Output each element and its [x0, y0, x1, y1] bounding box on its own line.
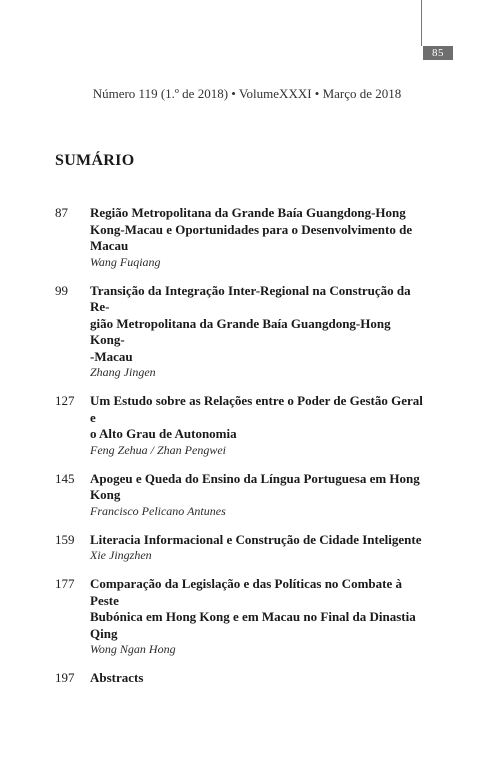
- toc-entry-title-line: Um Estudo sobre as Relações entre o Poder de Gestão Geral e: [90, 393, 423, 425]
- toc-entry-author: Francisco Pelicano Antunes: [90, 503, 226, 518]
- toc-entry-title: [90, 283, 425, 366]
- toc-entry-body: [90, 670, 425, 687]
- toc-entry-body: [90, 283, 425, 381]
- toc-entry-page: 145: [55, 470, 75, 486]
- toc-entry-title-line: Qing: [90, 625, 118, 641]
- toc-entry-title: [90, 393, 425, 443]
- toc-entry-page: 159: [55, 531, 75, 547]
- toc-entry-title: [90, 532, 425, 549]
- toc-entry-page: 99: [55, 282, 68, 298]
- toc-entry[interactable]: [55, 205, 425, 270]
- toc-entry[interactable]: [55, 393, 425, 458]
- toc-entry[interactable]: [55, 532, 425, 564]
- toc-entry-author: Xie Jingzhen: [90, 548, 152, 562]
- toc-entry-page: 127: [55, 393, 75, 408]
- toc-entry-title: [90, 205, 425, 255]
- toc-entry-title: [90, 670, 425, 687]
- toc-entry-title: [90, 471, 425, 504]
- toc-entry-author: Feng Zehua / Zhan Pengwei: [90, 442, 226, 457]
- table-of-contents: [55, 205, 425, 700]
- toc-entry-title-line: -Macau: [90, 348, 133, 364]
- toc-entry-author: Wong Ngan Hong: [90, 642, 176, 656]
- toc-entry-title-line: Literacia Informacional e Construção de Cidade Inteligente: [90, 531, 422, 547]
- toc-entry-title-line: Bubónica em Hong Kong e em Macau no Final da Dinastia: [90, 609, 416, 624]
- toc-entry-page: 197: [55, 670, 75, 685]
- page-number-tab: 85: [423, 46, 453, 60]
- toc-entry-title-line: gião Metropolitana da Grande Baía Guangdong-Hong Kong-: [90, 315, 391, 347]
- toc-entry-title-line: Abstracts: [90, 670, 144, 685]
- toc-entry-title-line: Região Metropolitana da Grande Baía Guangdong-Hong: [90, 205, 406, 220]
- toc-entry-body: [90, 576, 425, 657]
- toc-entry-title-line: o Alto Grau de Autonomia: [90, 426, 237, 441]
- toc-entry-page: 87: [55, 205, 68, 220]
- toc-entry-title-line: Kong-Macau e Oportunidades para o Desenvolvimento de: [90, 221, 413, 237]
- toc-entry-body: [90, 393, 425, 458]
- page-edge-line: [421, 0, 422, 46]
- toc-entry-author: Zhang Jingen: [90, 365, 156, 379]
- toc-entry-title: [90, 576, 425, 642]
- toc-entry[interactable]: [55, 471, 425, 519]
- toc-entry-title-line: Kong: [90, 487, 121, 502]
- toc-entry[interactable]: [55, 670, 425, 687]
- toc-entry-body: [90, 471, 425, 519]
- table-of-contents-heading: SUMÁRIO: [55, 152, 135, 169]
- toc-entry-title-line: Comparação da Legislação e das Políticas no Combate à Peste: [90, 576, 402, 608]
- toc-entry-title-line: Apogeu e Queda do Ensino da Língua Portuguesa em Hong: [90, 470, 420, 486]
- toc-entry-title-line: Transição da Integração Inter-Regional na Construção da Re-: [90, 282, 411, 314]
- toc-entry-author: Wang Fuqiang: [90, 254, 161, 269]
- issue-line: Número 119 (1.º de 2018) • VolumeXXXI • Março de 2018: [92, 86, 402, 101]
- toc-entry-body: [90, 532, 425, 564]
- toc-entry[interactable]: [55, 283, 425, 381]
- toc-entry[interactable]: [55, 576, 425, 657]
- toc-entry-page: 177: [55, 576, 75, 591]
- toc-entry-body: [90, 205, 425, 270]
- toc-entry-title-line: Macau: [90, 238, 129, 253]
